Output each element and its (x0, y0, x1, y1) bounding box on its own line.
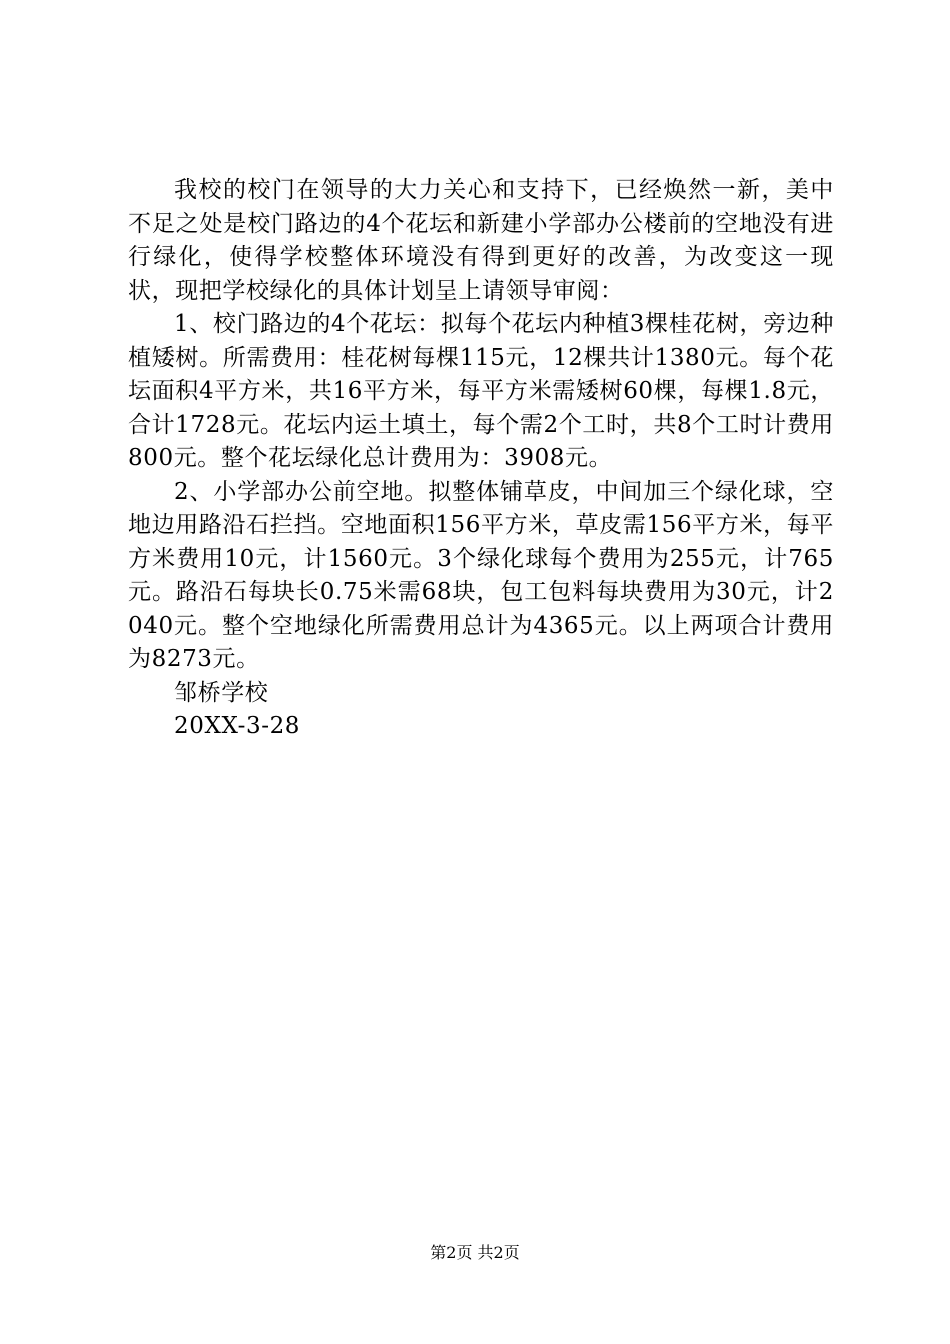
intro-paragraph: 我校的校门在领导的大力关心和支持下，已经焕然一新，美中不足之处是校门路边的4个花坛和新建小学部办公楼前的空地没有进行绿化，使得学校整体环境没有得到更好的改善，为改变这一现状，现把学校绿化的具体计划呈上请领导审阅： (128, 177, 834, 304)
document-date: 20XX-3-28 (174, 713, 301, 739)
page-footer (0, 1243, 950, 1263)
signature: 邹桥学校 (174, 679, 269, 706)
item-1-paragraph: 1、校门路边的4个花坛：拟每个花坛内种植3棵桂花树，旁边种植矮树。所需费用：桂花树每棵115元，12棵共计1380元。每个花坛面积4平方米，共16平方米，每平方米需矮树60棵，每棵1.8元，合计1728元。花坛内运土填土，每个需2个工时，共8个工时计费用800元。整个花坛绿化总计费用为：3908元。 (128, 311, 834, 471)
document-body (128, 174, 834, 744)
item-2-paragraph: 2、小学部办公前空地。拟整体铺草皮，中间加三个绿化球，空地边用路沿石拦挡。空地面积156平方米，草皮需156平方米，每平方米费用10元，计1560元。3个绿化球每个费用为255元，计765元。路沿石每块长0.75米需68块，包工包料每块费用为30元，计2040元。整个空地绿化所需费用总计为4365元。以上两项合计费用为8273元。 (128, 478, 834, 672)
page-indicator: 第2页 共2页 (430, 1243, 520, 1262)
